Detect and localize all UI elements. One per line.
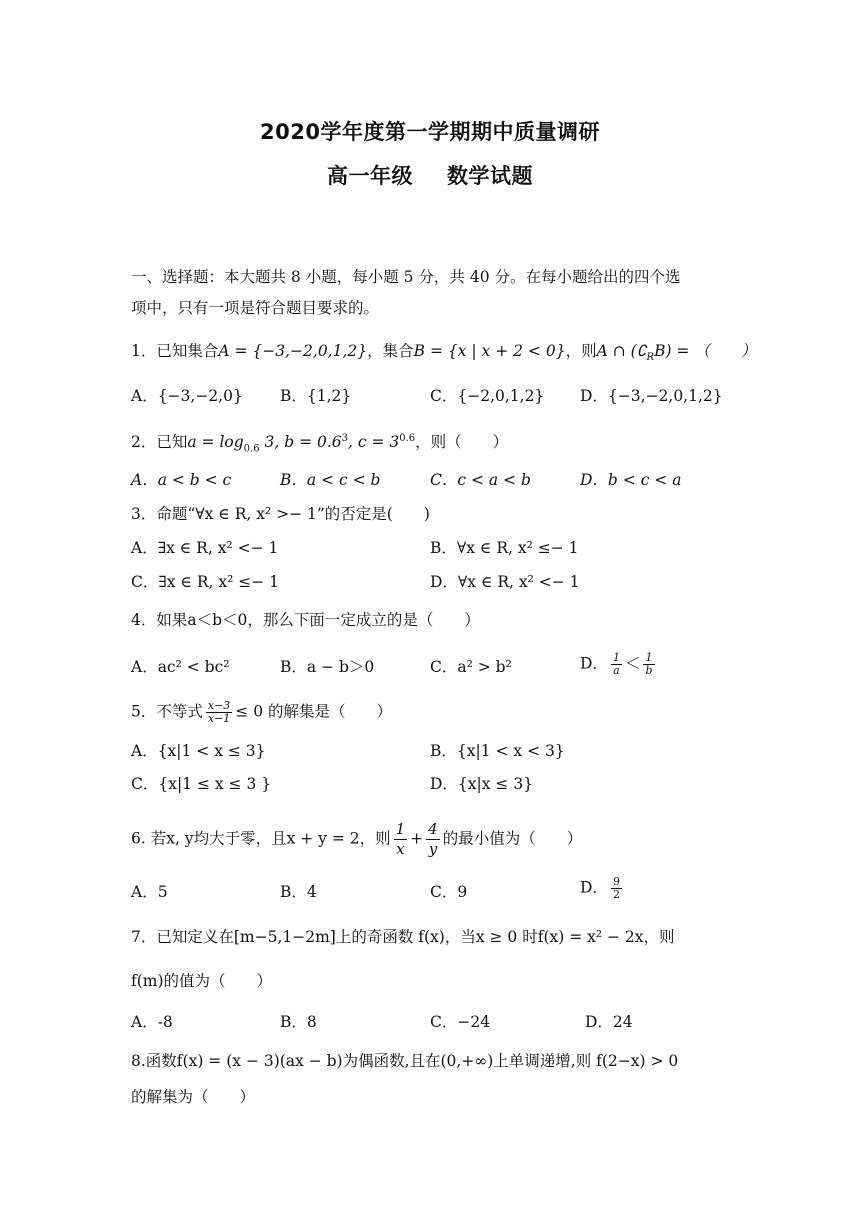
q5-option-a: A．{x|1 < x ≤ 3} [131,742,266,760]
subject-label: 数学试题 [447,164,533,188]
q6-option-a: A．5 [131,883,168,901]
q5-option-b: B．{x|1 < x < 3} [430,742,565,760]
question-6-stem: 6. 若x, y均大于零，且x + y = 2，则 $\frac{1}{x}$ + $\frac{4}{y}$ 的最小值为（ ） [131,820,583,858]
q3-option-d: D．∀x ∈ R, x² <− 1 [430,573,580,591]
exam-title: 2020学年度第一学期期中质量调研 [260,120,600,144]
q7-option-b: B．8 [280,1013,317,1031]
q4-option-c: C．a² > b² [430,658,512,676]
q2-option-c: C．c < a < b [430,471,531,489]
q7-option-c: C．−24 [430,1013,491,1031]
q5-option-d: D．{x|x ≤ 3} [430,775,534,793]
grade-label: 高一年级 [327,164,413,188]
q3-option-b: B．∀x ∈ R, x² ≤− 1 [430,539,579,557]
q1-option-c: C．{−2,0,1,2} [430,387,545,405]
q2-option-b: B．a < c < b [280,471,381,489]
question-1-stem: 1．已知集合A = {−3,−2,0,1,2}，集合B = {x | x + 2 < 0}，则A ∩ $(∁_RB)$ = （ ） [131,342,757,364]
q4-option-d: D． $\frac{1}{a}$ ＜ $\frac{1}{b}$ [580,651,653,677]
exam-subtitle [0,160,860,190]
question-5-stem: 5．不等式 $\frac{x-3}{x-1}$ ≤ 0 的解集是（ ） [131,699,393,725]
q4-option-a: A．ac² < bc² [131,658,230,676]
q6-option-b: B．4 [280,883,317,901]
q2-option-d: D．b < c < a [580,471,682,489]
question-7-line2: f(m)的值为（ ） [131,972,273,990]
q3-option-a: A．∃x ∈ R, x² <− 1 [131,539,279,557]
question-3-stem: 3．命题“∀x ∈ R, x² >− 1”的否定是( ) [131,505,430,523]
q3-option-c: C．∃x ∈ R, x² ≤− 1 [131,573,280,591]
q6-option-d: D． $\frac{9}{2}$ [580,875,620,901]
q7-option-d: D．24 [585,1013,633,1031]
question-8-line2: 的解集为（ ） [131,1088,256,1106]
q1-option-d: D．{−3,−2,0,1,2} [580,387,723,405]
q1-option-b: B．{1,2} [280,387,352,405]
q4-option-b: B．a − b＞0 [280,658,375,676]
q6-option-c: C．9 [430,883,468,901]
question-7-line1: 7．已知定义在[m−5,1−2m]上的奇函数 f(x)，当x ≥ 0 时f(x) = x² − 2x，则 [131,928,675,946]
q2-option-a: A．a < b < c [131,471,232,489]
section-intro-line2: 项中，只有一项是符合题目要求的。 [131,299,380,317]
q7-option-a: A．-8 [131,1013,173,1031]
section-intro-line1: 一、选择题：本大题共 8 小题，每小题 5 分，共 40 分。在每小题给出的四个选 [131,268,681,286]
question-4-stem: 4．如果a＜b＜0，那么下面一定成立的是（ ） [131,611,480,629]
question-8-line1: 8.函数f(x) = (x − 3)(ax − b)为偶函数,且在(0,+∞)上单调递增,则 f(2−x) > 0 [131,1052,679,1070]
question-2-stem: 2．已知$a = \log_{0.6} 3$, $b = 0.6^3$, $c = 3^{0.6}$，则（ ） [131,433,509,455]
q5-option-c: C．{x|1 ≤ x ≤ 3 } [131,775,272,793]
q1-option-a: A．{−3,−2,0} [131,387,243,405]
